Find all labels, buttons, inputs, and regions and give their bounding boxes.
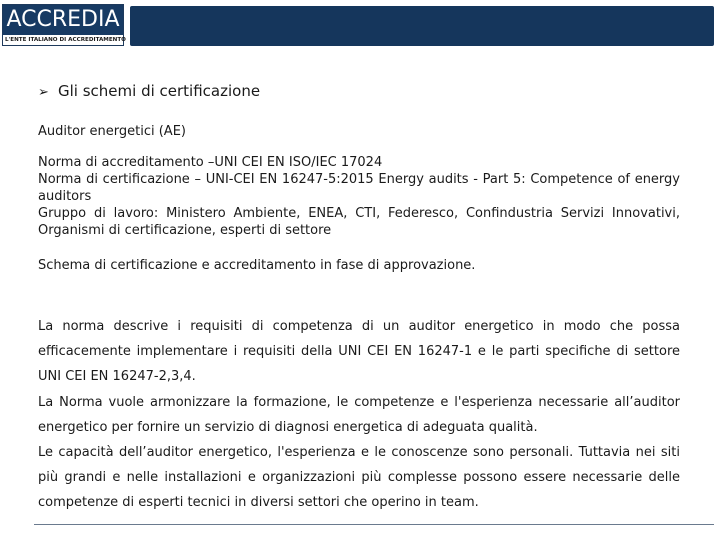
paragraph-capabilities: Le capacità dell’auditor energetico, l'esperienza e le conoscenze sono personali. Tuttavia nei siti più grandi e nelle installazioni e organizzazioni più complesse possono essere necessarie delle competenze di esperti tecnici in diversi settori che operino in team. — [38, 445, 680, 511]
scheme-info — [38, 154, 680, 239]
arrow-bullet-icon: ➢ — [38, 85, 49, 100]
working-group: Gruppo di lavoro: Ministero Ambiente, ENEA, CTI, Federesco, Confindustria Servizi Innovativi, Organismi di certificazione, esperti di settore — [38, 206, 680, 238]
section-title — [38, 82, 260, 100]
footer-divider — [34, 524, 714, 525]
description-body — [38, 314, 680, 516]
schema-status-note: Schema di certificazione e accreditamento in fase di approvazione. — [38, 258, 476, 273]
header-bar — [130, 6, 714, 46]
logo-wordmark: ACCREDIA — [3, 5, 123, 35]
accredia-logo — [2, 4, 124, 46]
section-title-text: Gli schemi di certificazione — [58, 82, 261, 100]
certification-norm: Norma di certificazione – UNI-CEI EN 16247-5:2015 Energy audits - Part 5: Competence of energy auditors — [38, 172, 680, 204]
paragraph-norm: La norma descrive i requisiti di competenza di un auditor energetico in modo che possa efficacemente implementare i requisiti della UNI CEI EN 16247-1 e le parti specifiche di settore UNI CEI EN 16247-2,3,4. — [38, 319, 680, 385]
scheme-subtitle: Auditor energetici (AE) — [38, 124, 186, 139]
accreditation-norm: Norma di accreditamento –UNI CEI EN ISO/IEC 17024 — [38, 155, 383, 170]
paragraph-harmonize: La Norma vuole armonizzare la formazione, le competenze e l'esperienza necessarie all’auditor energetico per fornire un servizio di diagnosi energetica di adeguata qualità. — [38, 394, 680, 435]
logo-tagline: L'ENTE ITALIANO DI ACCREDITAMENTO — [5, 37, 126, 43]
